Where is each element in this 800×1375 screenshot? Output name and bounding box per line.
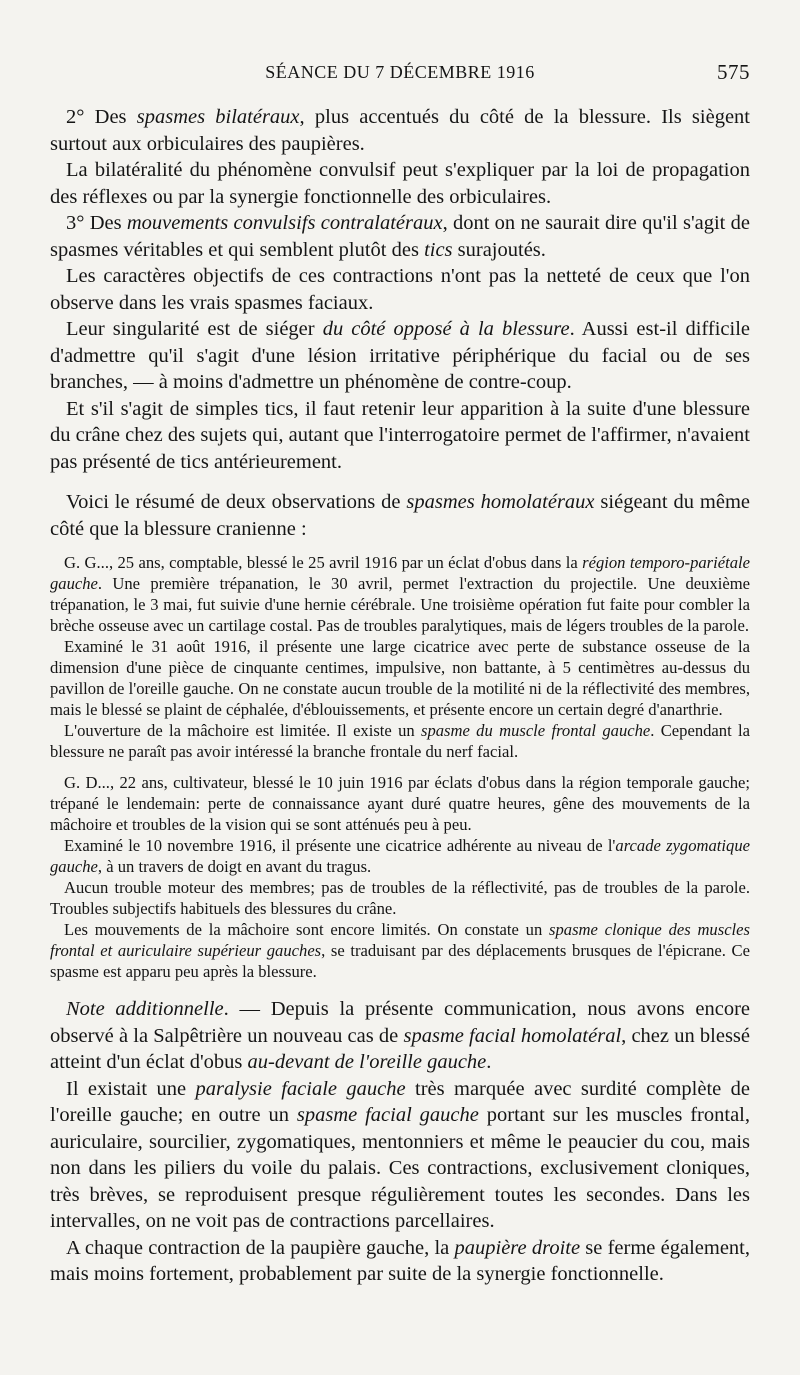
observation-1 (50, 552, 750, 762)
running-title: SÉANCE DU 7 DÉCEMBRE 1916 (265, 62, 535, 82)
note-paragraph (50, 1235, 750, 1288)
text-run: . Une première trépanation, le 30 avril, permet l'extraction du projectile. Une deuxième trépanation, le 3 mai, fut suivie d'une hernie cérébrale. Une troisième opération fut faite pour combler la brèche osseuse avec un cartilage costal. Pas de troubles paralytiques, mais de légers troubles de la parole. (50, 574, 750, 635)
italic-run: arcade zygomatique gauche (50, 836, 750, 876)
paragraph (50, 157, 750, 210)
italic-run: spasmes bilatéraux (136, 106, 300, 128)
italic-run: spasme clonique des muscles frontal et auriculaire supérieur gauches (50, 920, 750, 960)
text-run: surajoutés. (452, 238, 546, 261)
text-run: , à un travers de doigt en avant du tragus. (97, 857, 372, 876)
observation-paragraph (50, 720, 750, 762)
italic-run: région temporo-pariétale gauche (50, 553, 750, 593)
note-paragraph (50, 996, 750, 1076)
text-run: Examiné le 10 novembre 1916, il présente une cicatrice adhérente au niveau de l' (64, 836, 616, 855)
text-run: , plus accentués du côté de la blessure. Ils siègent surtout aux orbiculaires des paupières. (50, 106, 750, 155)
observation-paragraph (50, 835, 750, 877)
observation-paragraph (50, 877, 750, 919)
italic-run: paralysie faciale gauche (195, 1077, 406, 1100)
italic-run: du côté opposé à la blessure (322, 318, 570, 340)
text-run: L'ouverture de la mâchoire est limitée. Il existe un (64, 721, 421, 740)
text-run: portant sur les muscles frontal, auriculaire, sourcilier, zygomatiques, mentonniers et même le peaucier du cou, mais non dans les piliers du voile du palais. Ces contractions, exclusivement cloniques, très brèves, se reproduisent presque régulièrement toutes les secondes. Dans les intervalles, on ne voit pas de contractions parcellaires. (50, 1104, 750, 1232)
paragraph (50, 316, 750, 396)
text-run: très marquée avec surdité complète de l'oreille gauche; en outre un (50, 1077, 750, 1126)
text-run: . Cependant la blessure ne paraît pas avoir intéressé la branche frontale du nerf facial. (50, 721, 750, 761)
observation-paragraph (50, 552, 750, 636)
italic-run: spasme du muscle frontal gauche (421, 721, 651, 740)
text-run: , dont on ne saurait dire qu'il s'agit de spasmes véritables et qui semblent plutôt des (50, 212, 750, 261)
text-run: Voici le résumé de deux observations de (66, 491, 407, 513)
italic-run: tics (424, 238, 453, 261)
text-run: G. G..., 25 ans, comptable, blessé le 25 avril 1916 par un éclat d'obus dans la (64, 553, 583, 572)
text-run: . — Depuis la présente communication, nous avons encore observé à la Salpêtrière un nouveau cas de (50, 998, 750, 1047)
text-run: Examiné le 31 août 1916, il présente une large cicatrice avec perte de substance osseuse de la dimension d'une pièce de cinquante centimes, impulsive, non battante, à 5 centimètres au-dessus du pavillon de l'oreille gauche. On ne constate aucun trouble de la motilité ni de la réflectivité des membres, mais le blessé se plaint de céphalée, d'éblouissements, et présente encore un certain degré d'anarthrie. (50, 637, 750, 719)
text-run: Les mouvements de la mâchoire sont encore limités. On constate un (64, 920, 550, 939)
additional-note (50, 996, 750, 1288)
article-body (50, 104, 750, 1288)
text-run: Aucun trouble moteur des membres; pas de troubles de la réflectivité, pas de troubles de la parole. Troubles subjectifs habituels des blessures du crâne. (50, 878, 750, 918)
text-run: , se traduisant par des déplacements brusques de l'épicrane. Ce spasme est apparu peu après la blessure. (50, 941, 750, 981)
text-run: . Aussi est-il difficile d'admettre qu'il s'agit d'une lésion irritative périphérique du facial ou de ses branches, — à moins d'admettre un phénomène de contre-coup. (50, 318, 750, 393)
text-run: La bilatéralité du phénomène convulsif peut s'expliquer par la loi de propagation des réflexes ou par la synergie fonctionnelle des orbiculaires. (50, 159, 750, 208)
text-run: , chez un blessé atteint d'un éclat d'obus (50, 1024, 750, 1073)
text-run: 3° Des (66, 212, 127, 234)
italic-run: au-devant de l'oreille gauche (247, 1051, 487, 1073)
paragraph (50, 396, 750, 476)
observation-paragraph (50, 772, 750, 835)
text-run: Il existait une (66, 1077, 196, 1100)
observation-paragraph (50, 919, 750, 982)
italic-run: mouvements convulsifs contralatéraux (126, 212, 443, 234)
observation-2 (50, 772, 750, 982)
italic-run: Note additionnelle (66, 998, 224, 1020)
italic-run: paupière droite (454, 1236, 581, 1259)
page-number: 575 (717, 60, 750, 84)
text-run: 2° Des (66, 106, 137, 128)
text-run: Les caractères objectifs de ces contractions n'ont pas la netteté de ceux que l'on observe dans les vrais spasmes faciaux. (50, 265, 750, 314)
paragraph (50, 104, 750, 157)
paragraph (50, 263, 750, 316)
text-run: Et s'il s'agit de simples tics, il faut retenir leur apparition à la suite d'une blessure du crâne chez des sujets qui, autant que l'interrogatoire permet de l'affirmer, n'avaient pas présenté de tics antérieurement. (50, 397, 750, 473)
italic-run: spasme facial gauche (296, 1104, 479, 1126)
paragraph (50, 210, 750, 263)
italic-run: spasmes homolatéraux (406, 491, 595, 513)
text-run: siégeant du même côté que la blessure cranienne : (50, 491, 751, 540)
text-run: se ferme également, mais moins fortement, probablement par suite de la synergie fonctionnelle. (50, 1236, 751, 1285)
text-run: . (486, 1051, 492, 1073)
note-paragraph (50, 1076, 750, 1235)
intro-section (50, 104, 750, 542)
text-run: A chaque contraction de la paupière gauche, la (66, 1236, 455, 1259)
italic-run: spasme facial homolatéral (403, 1024, 622, 1047)
summary-paragraph (50, 489, 750, 542)
text-run: Leur singularité est de siéger (66, 318, 323, 340)
running-header (50, 52, 750, 86)
text-run: G. D..., 22 ans, cultivateur, blessé le 10 juin 1916 par éclats d'obus dans la région temporale gauche; trépané le lendemain: perte de connaissance ayant duré quatre heures, gêne des mouvements de la mâchoire et troubles de la vision qui se sont atténués peu à peu. (50, 773, 750, 834)
observation-paragraph (50, 636, 750, 720)
